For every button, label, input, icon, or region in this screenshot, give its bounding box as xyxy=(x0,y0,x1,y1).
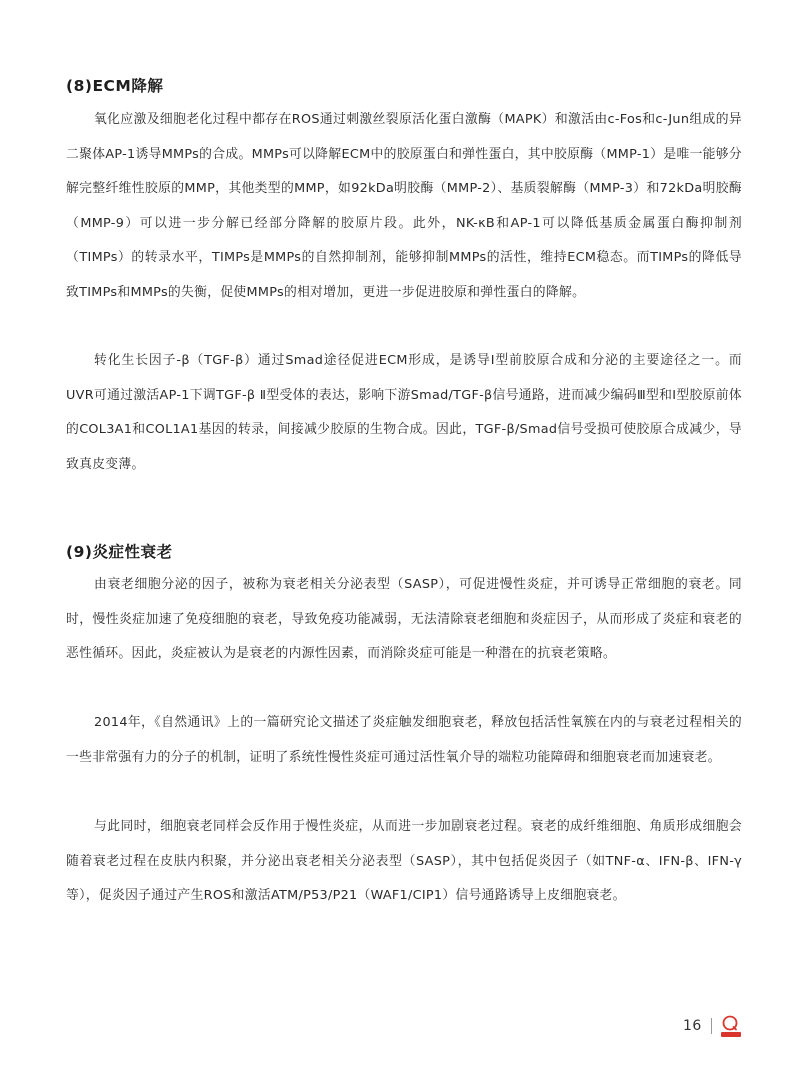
paragraph: 2014年，《自然通讯》上的一篇研究论文描述了炎症触发细胞衰老，释放包括活性氧簇在内的与衰老过程相关的一些非常强有力的分子的机制，证明了系统性慢性炎症可通过活性氧介导的端粒功能障碍和细胞衰老而加速衰老。 xyxy=(66,715,742,765)
section-heading-ecm: (8)ECM降解 xyxy=(66,77,164,95)
paragraph: 由衰老细胞分泌的因子，被称为衰老相关分泌表型（SASP），可促进慢性炎症，并可诱导正常细胞的衰老。同时，慢性炎症加速了免疫细胞的衰老，导致免疫功能减弱，无法清除衰老细胞和炎症因子，从而形成了炎症和衰老的恶性循环。因此，炎症被认为是衰老的内源性因素，而消除炎症可能是一种潜在的抗衰老策略。 xyxy=(66,577,742,661)
q-ring-logo-icon xyxy=(719,1014,743,1038)
paragraph: 与此同时，细胞衰老同样会反作用于慢性炎症，从而进一步加剧衰老过程。衰老的成纤维细胞、角质形成细胞会随着衰老过程在皮肤内积聚，并分泌出衰老相关分泌表型（SASP），其中包括促炎因子（如TNF-α、IFN-β、IFN-γ等），促炎因子通过产生ROS和激活ATM/P53/P21（WAF1/CIP1）信号通路诱导上皮细胞衰老。 xyxy=(66,819,742,903)
footer-divider xyxy=(711,1018,712,1034)
paragraph: 转化生长因子-β（TGF-β）通过Smad途径促进ECM形成，是诱导Ⅰ型前胶原合成和分泌的主要途径之一。而UVR可通过激活AP-1下调TGF-β Ⅱ型受体的表达，影响下游Smad/TGF-β信号通路，进而减少编码Ⅲ型和Ⅰ型胶原前体的COL3A1和COL1A1基因的转录，间接减少胶原的生物合成。因此，TGF-β/Smad信号受损可使胶原合成减少，导致真皮变薄。 xyxy=(66,353,742,472)
page-number: 16 xyxy=(683,1018,702,1034)
document-page xyxy=(66,0,742,1077)
page-footer xyxy=(683,1012,743,1040)
paragraph: 氧化应激及细胞老化过程中都存在ROS通过刺激丝裂原活化蛋白激酶（MAPK）和激活由c-Fos和c-Jun组成的异二聚体AP-1诱导MMPs的合成。MMPs可以降解ECM中的胶原蛋白和弹性蛋白，其中胶原酶（MMP-1）是唯一能够分解完整纤维性胶原的MMP，其他类型的MMP，如92kDa明胶酶（MMP-2）、基质裂解酶（MMP-3）和72kDa明胶酶（MMP-9）可以进一步分解已经部分降解的胶原片段。此外，NK-κB和AP-1可以降低基质金属蛋白酶抑制剂（TIMPs）的转录水平，TIMPs是MMPs的自然抑制剂，能够抑制MMPs的活性，维持ECM稳态。而TIMPs的降低导致TIMPs和MMPs的失衡，促使MMPs的相对增加，更进一步促进胶原和弹性蛋白的降解。 xyxy=(66,112,742,300)
section-heading-inflammaging: (9)炎症性衰老 xyxy=(66,543,173,561)
